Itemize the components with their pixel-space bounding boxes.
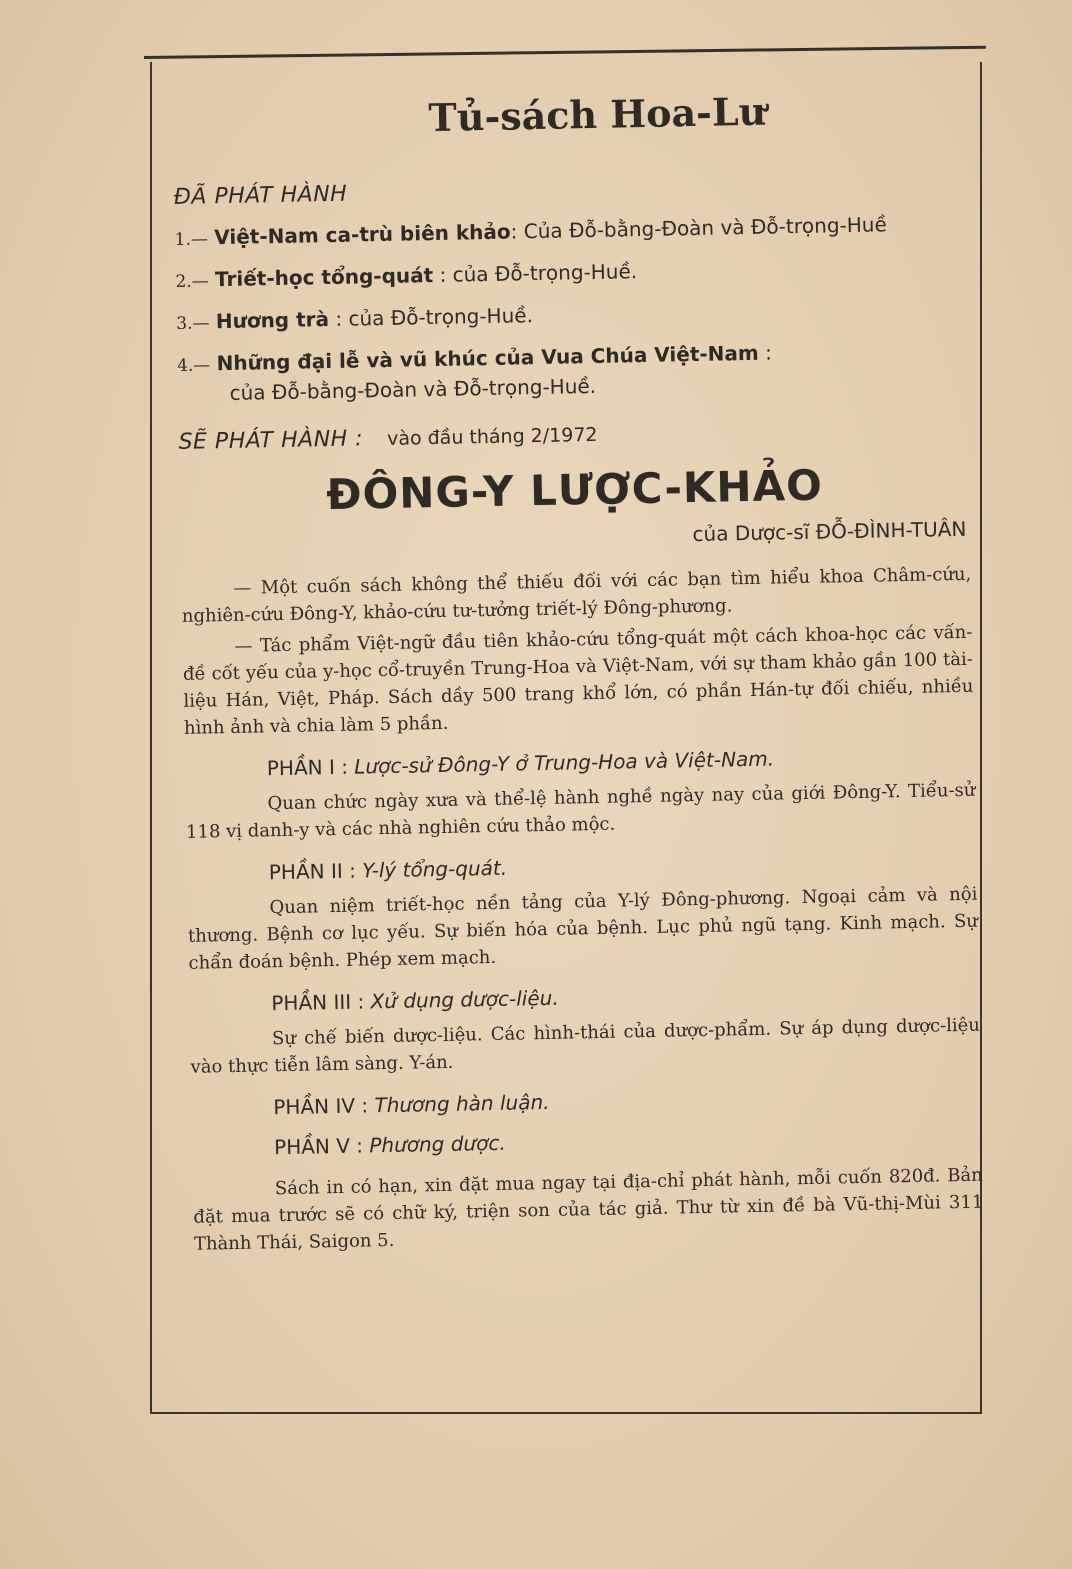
part-label: PHẦN V : bbox=[273, 1133, 364, 1160]
series-title: Tủ-sách Hoa-Lư bbox=[428, 88, 767, 141]
part-name: Lược-sử Đông-Y ở Trung-Hoa và Việt-Nam. bbox=[354, 746, 775, 779]
advertisement-content bbox=[172, 85, 984, 1276]
ordering-info: Sách in có hạn, xin đặt mua ngay tại địa-chỉ phát hành, mỗi cuốn 820đ. Bản đặt mua trước sẽ có chữ ký, triện son của tác giả. Thư từ xin đề bà Vũ-thị-Mùi 311 Thành Thái, Saigon 5. bbox=[193, 1164, 984, 1255]
release-date: vào đầu tháng 2/1972 bbox=[386, 423, 598, 450]
book-item-1 bbox=[174, 209, 964, 254]
part-name: Thương hàn luận. bbox=[374, 1089, 550, 1118]
part-heading-3 bbox=[271, 978, 979, 1016]
book-author: của Đỗ-trọng-Huề. bbox=[348, 303, 534, 331]
part-name: Xử dụng dược-liệu. bbox=[370, 985, 559, 1014]
book-item-4 bbox=[177, 335, 968, 408]
part-name: Y-lý tổng-quát. bbox=[361, 855, 508, 883]
featured-book-title: ĐÔNG-Y LƯỢC-KHẢO bbox=[325, 460, 824, 520]
part-heading-4 bbox=[273, 1082, 981, 1120]
book-separator: : bbox=[764, 340, 773, 365]
part-heading-5 bbox=[274, 1122, 982, 1160]
part-description-2: Quan niệm triết-học nền tảng của Y-lý Đông-phương. Ngoại cảm và nội thương. Bệnh cơ lục yếu. Sự biến hóa của bệnh. Lục phủ ngũ tạng. Kinh mạch. Sự chẩn đoán bệnh. Phép xem mạch. bbox=[187, 883, 979, 974]
book-number: 4.— bbox=[176, 355, 211, 376]
book-separator: : bbox=[439, 262, 447, 287]
book-number: 3.— bbox=[176, 313, 210, 334]
book-separator: : bbox=[510, 219, 518, 244]
part-label: PHẦN IV : bbox=[273, 1093, 369, 1120]
book-title: Việt-Nam ca-trù biên khảo bbox=[214, 219, 511, 250]
part-heading-1 bbox=[267, 743, 975, 781]
book-author: của Đỗ-bằng-Đoàn và Đỗ-trọng-Huề. bbox=[229, 373, 597, 405]
upcoming-label: SẼ PHÁT HÀNH : bbox=[178, 426, 364, 455]
book-item-2 bbox=[175, 251, 965, 296]
book-item-3 bbox=[176, 293, 966, 338]
published-book-list bbox=[174, 209, 967, 408]
book-number: 1.— bbox=[174, 229, 209, 250]
published-label: ĐÃ PHÁT HÀNH bbox=[173, 181, 348, 210]
intro-paragraph-2: — Tác phẩm Việt-ngữ đầu tiên khảo-cứu tổng-quát một cách khoa-học các vấn-đề cốt yếu của y-học cổ-truyền Trung-Hoa và Việt-Nam, với sự tham khảo gần 100 tài-liệu Hán, Việt, Pháp. Sách dầy 500 trang khổ lớn, có phần Hán-tự đối chiếu, nhiều hình ảnh và chia làm 5 phần. bbox=[182, 621, 974, 739]
part-name: Phương dược. bbox=[369, 1130, 506, 1158]
part-heading-2 bbox=[269, 847, 977, 885]
book-separator: : bbox=[335, 306, 343, 331]
book-author: Của Đỗ-bằng-Đoàn và Đỗ-trọng-Huề bbox=[523, 212, 887, 244]
part-label: PHẦN III : bbox=[271, 989, 365, 1016]
upcoming-header bbox=[178, 415, 968, 455]
book-title: Hương trà bbox=[215, 307, 330, 334]
part-label: PHẦN II : bbox=[268, 858, 357, 885]
part-label: PHẦN I : bbox=[266, 754, 349, 781]
intro-paragraph-1: — Một cuốn sách không thể thiếu đối với các bạn tìm hiểu khoa Châm-cứu, nghiên-cứu Đông-Y, khảo-cứu tư-tưởng triết-lý Đông-phương. bbox=[181, 563, 972, 627]
part-description-3: Sự chế biến dược-liệu. Các hình-thái của dược-phẩm. Sự áp dụng dược-liệu vào thực tiễn lâm sàng. Y-án. bbox=[190, 1014, 981, 1078]
part-description-1: Quan chức ngày xưa và thể-lệ hành nghề ngày nay của giới Đông-Y. Tiểu-sử 118 vị danh-y và các nhà nghiên cứu thảo mộc. bbox=[185, 779, 976, 843]
author-byline: của Dược-sĩ ĐỖ-ĐÌNH-TUÂN bbox=[692, 516, 967, 547]
book-title: Triết-học tổng-quát bbox=[214, 263, 434, 292]
book-number: 2.— bbox=[175, 271, 209, 292]
book-author: của Đỗ-trọng-Huề. bbox=[452, 259, 638, 287]
book-title: Những đại lễ và vũ khúc của Vua Chúa Việt-Nam bbox=[216, 340, 759, 376]
